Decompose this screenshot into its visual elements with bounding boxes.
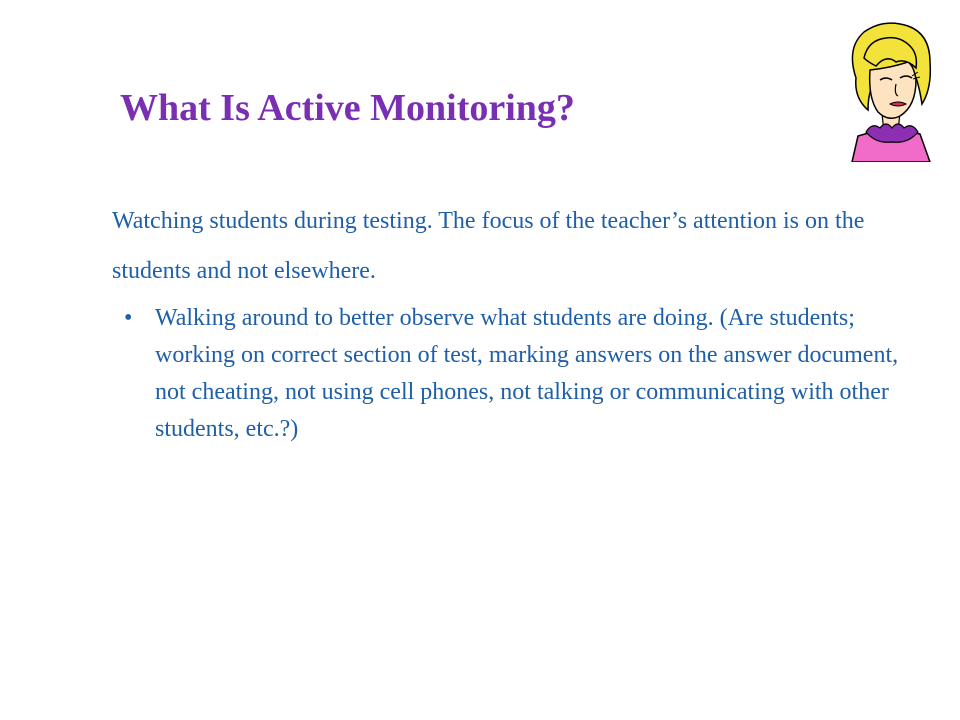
- bullet-list: [120, 300, 910, 448]
- face-shape: [870, 62, 916, 118]
- teacher-woman-clipart-icon: [838, 18, 940, 162]
- slide-title: What Is Active Monitoring?: [120, 87, 575, 129]
- bullet-text: Walking around to better observe what students are doing. (Are students; working on correct section of test, marking answers on the answer document, not cheating, not using cell phones, not talking or communicating with other students, etc.?): [155, 305, 899, 442]
- bullet-item: [120, 300, 910, 448]
- intro-paragraph: Watching students during testing. The focus of the teacher’s attention is on the students and not elsewhere.: [112, 208, 865, 284]
- mouth-shape: [890, 102, 906, 106]
- bullet-marker: •: [124, 305, 133, 331]
